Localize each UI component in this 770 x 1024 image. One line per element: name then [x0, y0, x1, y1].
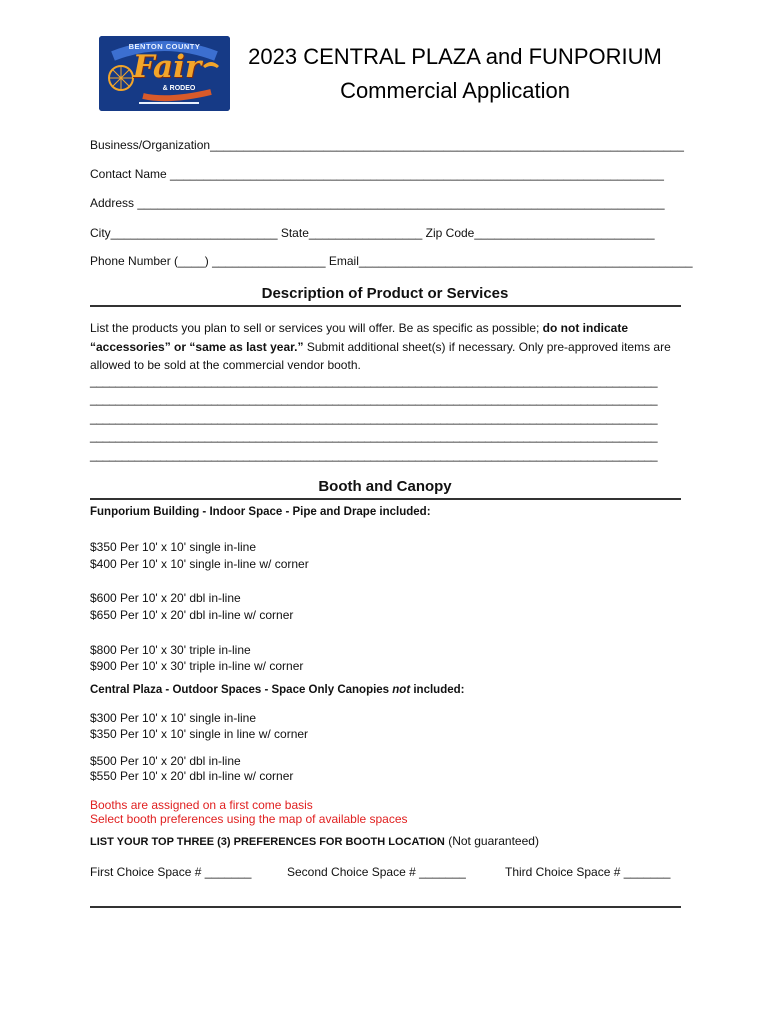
address-field[interactable]: Address _______________________________________________________________________________ [90, 196, 665, 210]
funporium-price: $900 Per 10' x 30' triple in-line w/ corner [90, 659, 304, 673]
preferences-bold-text: LIST YOUR TOP THREE (3) PREFERENCES FOR BOOTH LOCATION [90, 836, 445, 848]
instructions-bold-text: do not indicate “accessories” or “same as last year.” [90, 321, 629, 354]
funporium-price: $600 Per 10' x 20' dbl in-line [90, 591, 241, 605]
funporium-heading: Funporium Building - Indoor Space - Pipe and Drape included: [90, 506, 431, 518]
first-choice-space-field[interactable]: First Choice Space # _______ [90, 865, 252, 879]
description-blank-line[interactable]: _________________________________________________________________________________________ [90, 392, 658, 406]
plaza-price: $550 Per 10' x 20' dbl in-line w/ corner [90, 769, 294, 783]
plaza-heading-not: not [392, 684, 411, 696]
booth-divider [90, 498, 681, 500]
benton-county-fair-logo [99, 36, 230, 111]
funporium-price: $350 Per 10' x 10' single in-line [90, 540, 257, 554]
city-state-zip-fields[interactable]: City_________________________ State_________________ Zip Code___________________________ [90, 226, 655, 240]
business-organization-field[interactable]: Business/Organization_______________________________________________________________________ [90, 138, 684, 152]
plaza-price: $500 Per 10' x 20' dbl in-line [90, 754, 241, 768]
phone-email-fields[interactable]: Phone Number (____) _________________ Email__________________________________________________ [90, 254, 693, 268]
preferences-instruction [90, 834, 539, 848]
page-subtitle: Commercial Application [340, 78, 570, 103]
booth-assignment-notice: Booths are assigned on a first come basis [90, 798, 313, 812]
plaza-price: $350 Per 10' x 10' single in line w/ corner [90, 727, 309, 741]
funporium-price: $800 Per 10' x 30' triple in-line [90, 643, 251, 657]
bottom-divider [90, 906, 681, 908]
description-blank-line[interactable]: _________________________________________________________________________________________ [90, 448, 658, 462]
logo-county-text: BENTON COUNTY [128, 42, 201, 51]
funporium-price: $650 Per 10' x 20' dbl in-line w/ corner [90, 608, 294, 622]
description-divider [90, 305, 681, 307]
instructions-text-1: List the products you plan to sell or services you will offer. Be as specific as possible; [90, 321, 543, 335]
funporium-price: $400 Per 10' x 10' single in-line w/ corner [90, 557, 309, 571]
booth-map-notice: Select booth preferences using the map of available spaces [90, 812, 408, 826]
central-plaza-heading [90, 684, 464, 696]
plaza-heading-text-a: Central Plaza - Outdoor Spaces - Space Only Canopies [90, 684, 393, 696]
description-instructions [90, 319, 682, 375]
page-title: 2023 CENTRAL PLAZA and FUNPORIUM [248, 44, 662, 69]
booth-heading: Booth and Canopy [318, 478, 452, 495]
description-blank-line[interactable]: _________________________________________________________________________________________ [90, 429, 658, 443]
description-heading: Description of Product or Services [261, 285, 509, 302]
preferences-note: (Not guaranteed) [444, 834, 539, 848]
plaza-heading-text-b: included: [410, 684, 465, 696]
description-blank-line[interactable]: _________________________________________________________________________________________ [90, 411, 658, 425]
logo-rodeo-text: & RODEO [162, 85, 196, 92]
logo-fair-text: Fair [132, 49, 202, 85]
second-choice-space-field[interactable]: Second Choice Space # _______ [287, 865, 466, 879]
plaza-price: $300 Per 10' x 10' single in-line [90, 711, 257, 725]
third-choice-space-field[interactable]: Third Choice Space # _______ [505, 865, 671, 879]
instructions-text-2: Submit additional sheet(s) if necessary. Only pre-approved items are allowed to be sold at the commercial vendor booth. [90, 339, 671, 372]
description-blank-line[interactable]: _________________________________________________________________________________________ [90, 374, 658, 388]
contact-name-field[interactable]: Contact Name __________________________________________________________________________ [90, 167, 664, 181]
